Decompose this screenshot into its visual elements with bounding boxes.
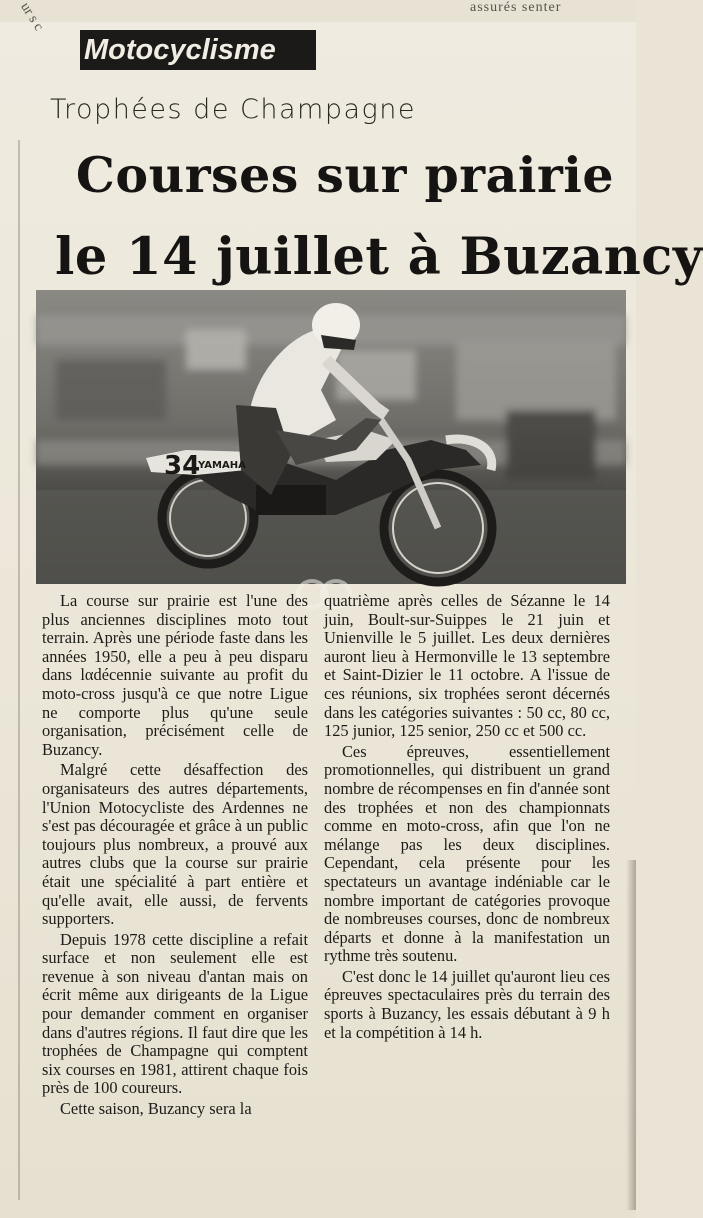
article-column-left <box>42 592 308 1121</box>
article-paragraph: C'est donc le 14 juillet qu'auront lieu ces épreuves spectaculaires près du terrain des sports à Buzancy, les essais débutant à 9 h et la compétition à 14 h. <box>324 966 610 1042</box>
article-paragraph: La course sur prairie est l'une des plus anciennes disciplines moto tout terrain. Après une période faste dans les années 1950, elle a peu à peu disparu dans lαdécennie suivante au profit du moto-cross jusqu'à ce que notre Ligue ne comporte plus qu'une seule organisation, précisément celle de Buzancy. <box>42 591 308 759</box>
rider-on-motorcycle-image <box>36 290 626 584</box>
headline-line-2: le 14 juillet à Buzancy <box>55 227 703 287</box>
cut-off-side-text: ur s c <box>17 0 47 34</box>
fold-shadow-left <box>18 140 20 1200</box>
article-paragraph: Malgré cette désaffection des organisateurs des autres départements, l'Union Motocycliste des Ardennes ne s'est pas découragée et grâce à un public toujours plus nombreux, a prouvé aux autres clubs que la course sur prairie était une spécialité à part entière et qu'elle avait, elle aussi, de fervents supporters. <box>42 760 308 929</box>
article-column-right <box>324 592 610 1044</box>
article-paragraph: Cette saison, Buzancy sera la <box>60 1099 252 1119</box>
fold-shadow-right <box>626 860 636 1210</box>
kicker-subtitle: Trophées de Champagne <box>50 94 416 125</box>
bike-number: 34 <box>164 451 201 481</box>
motocross-photo <box>36 290 626 584</box>
cut-off-text-fragment: assurés senter <box>470 0 562 15</box>
section-label: Motocyclisme <box>80 30 316 70</box>
article-paragraph: Depuis 1978 cette discipline a refait surface et non seulement elle est revenue à son niveau d'antan mais on écrit même aux dirigeants de la Ligue pour demander comment en organiser dans d'autres régions. Il faut dire que les trophées de Champagne qui comptent six courses en 1981, attirent chaque fois près de 100 coureurs. <box>42 929 308 1098</box>
article-paragraph: quatrième après celles de Sézanne le 14 juin, Boult-sur-Suippes le 21 juin et Unienville le 5 juillet. Les deux dernières auront lieu à Hermonville le 13 septembre et Saint-Dizier le 11 octobre. A l'issue de ces réunions, six trophées seront décernés dans les catégories suivantes : 50 cc, 80 cc, 125 junior, 125 senior, 250 cc et 500 cc. <box>324 591 610 741</box>
bike-brand: YAMAHA <box>198 460 246 471</box>
article-paragraph: Ces épreuves, essentiellement promotionnelles, qui distribuent un grand nombre de récompenses en fin d'année sont des trophées et non des championnats comme en moto-cross, afin que l'on ne mélange pas les deux disciplines. Cependant, cela présente pour les spectateurs un avantage indéniable car le nombre important de catégories provoque de nombreuses courses, donc de nombreux départs et donne à la manifestation un rythme très soutenu. <box>324 741 610 966</box>
headline-line-1: Courses sur prairie <box>75 146 615 204</box>
